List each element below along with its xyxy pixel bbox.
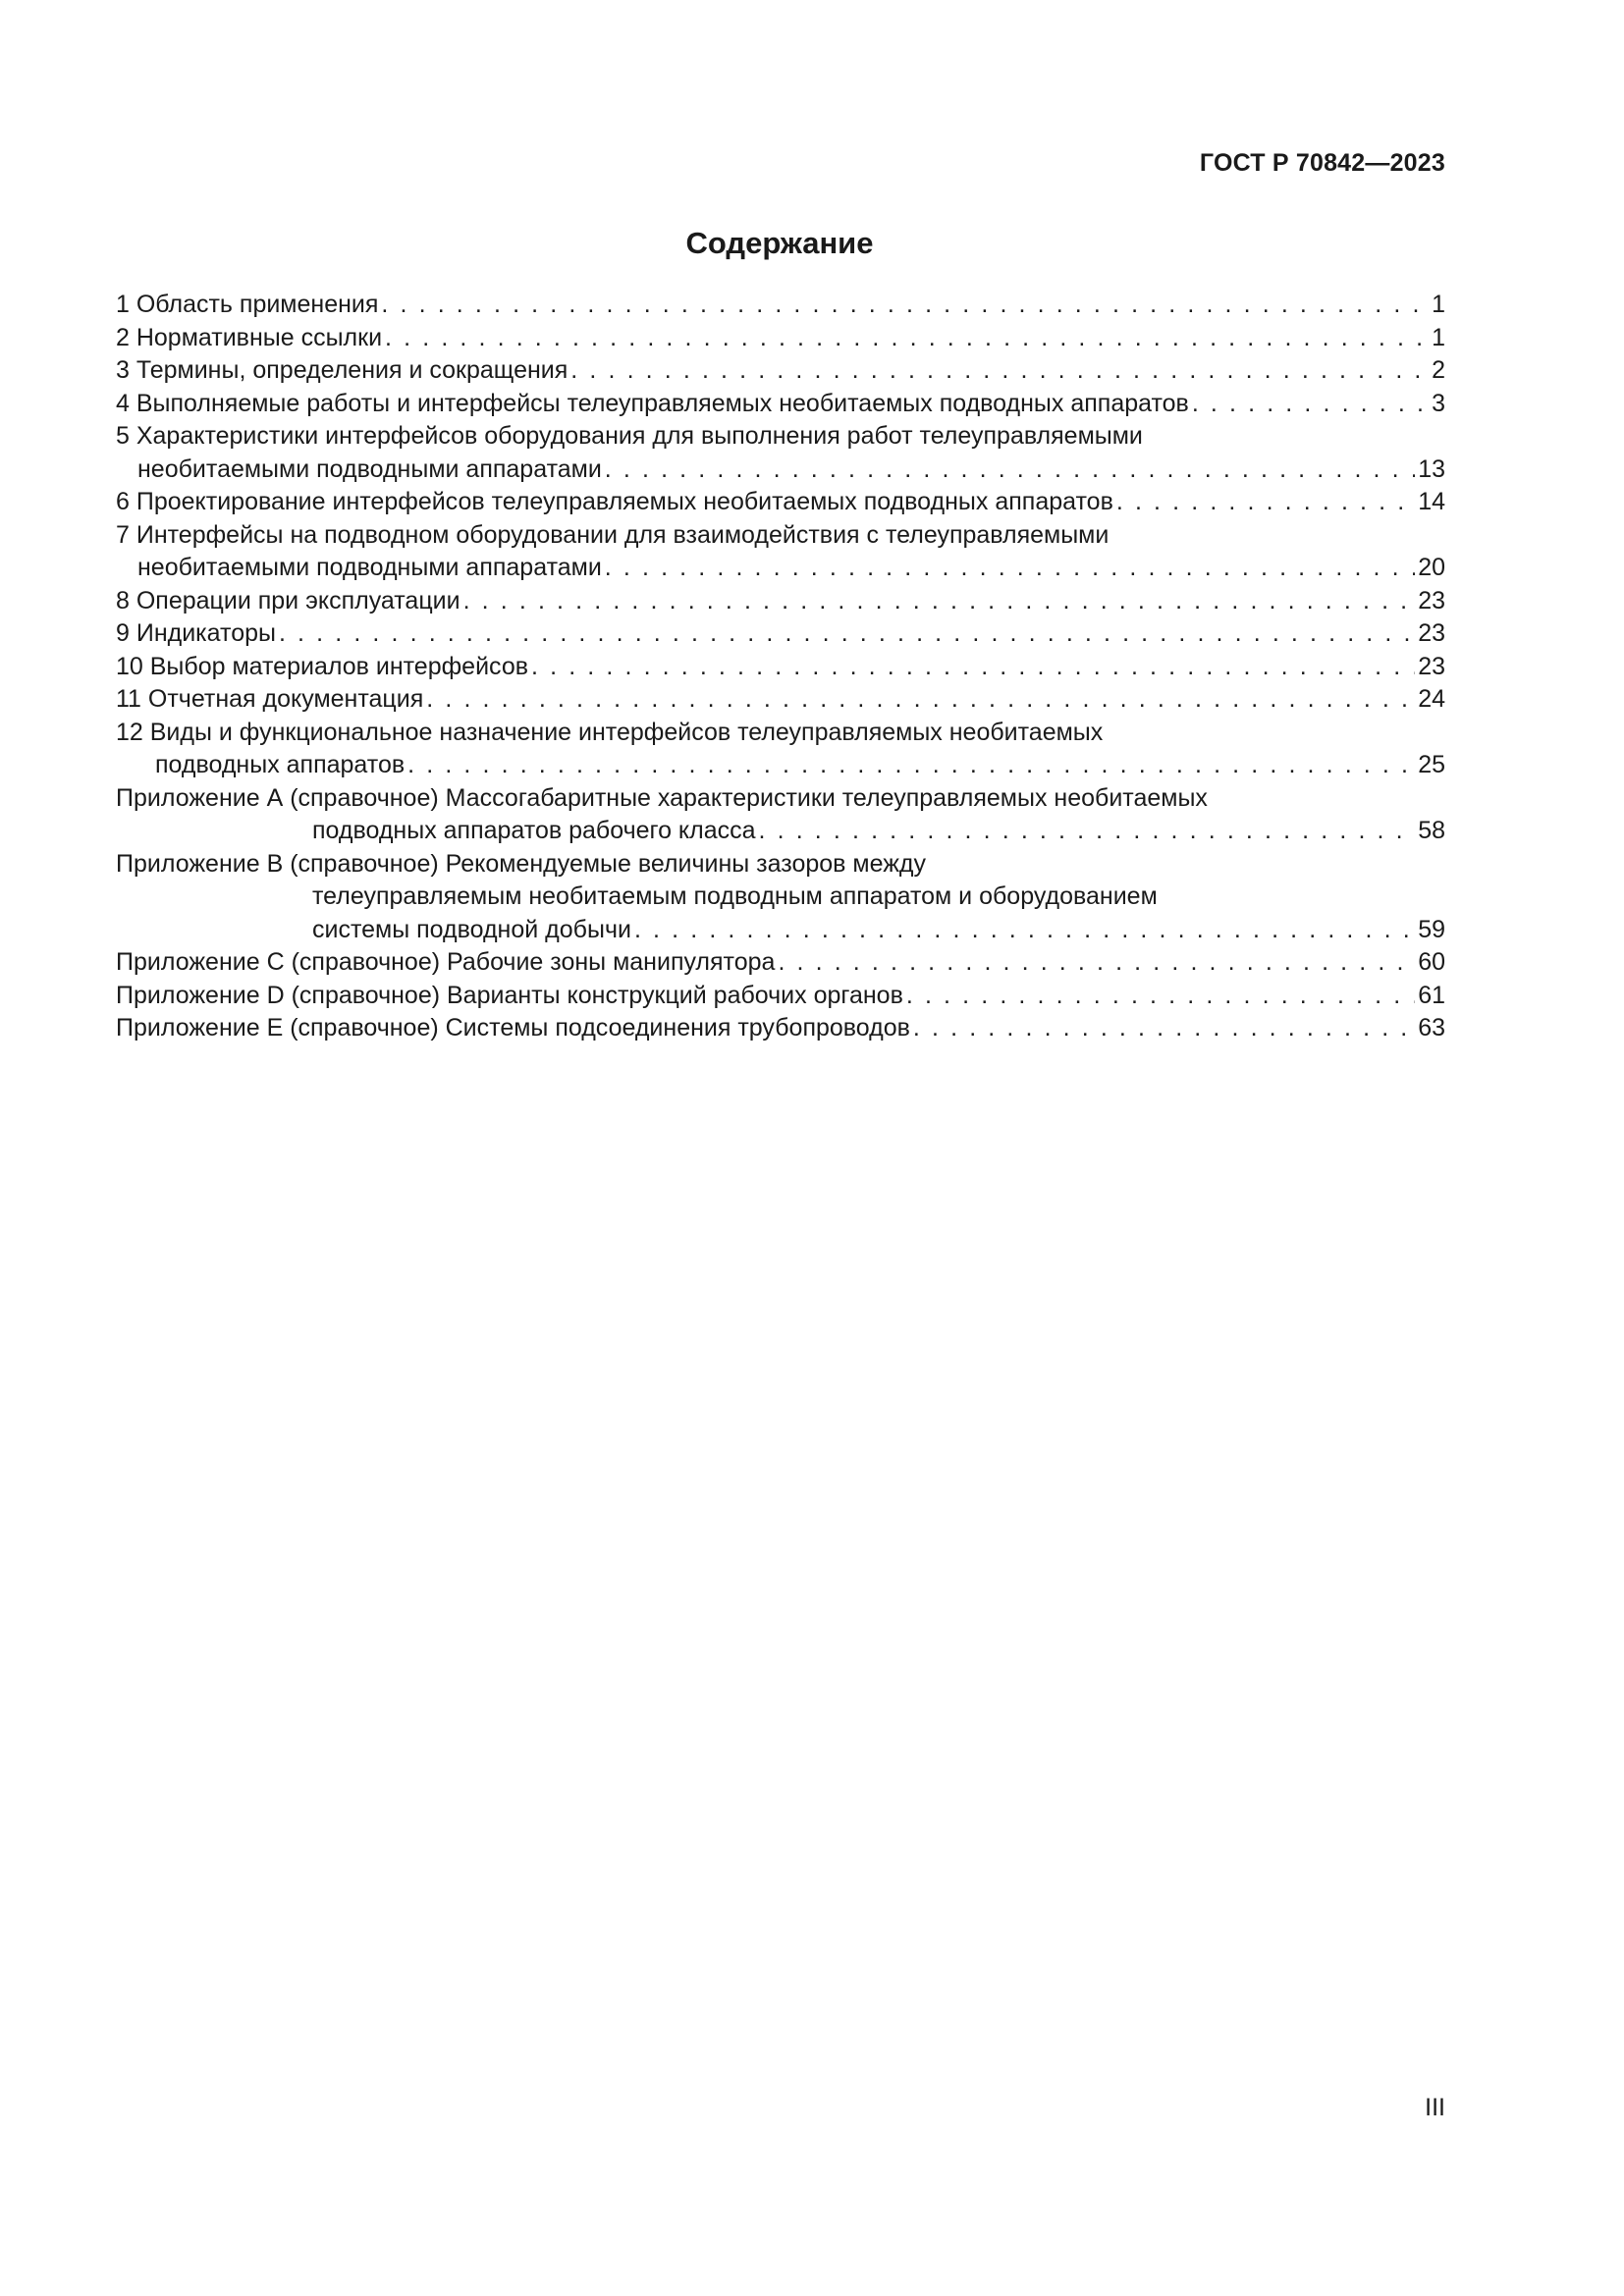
toc-entry-page: 61 — [1418, 981, 1445, 1009]
toc-entry[interactable] — [116, 519, 1445, 585]
toc-entry-page: 24 — [1418, 685, 1445, 713]
toc-entry-text: 3 Термины, определения и сокращения — [116, 356, 568, 384]
toc-leader-dots — [913, 1012, 1415, 1045]
toc-entry-continuation — [116, 749, 1445, 782]
toc-entry-text: 1 Область применения — [116, 291, 379, 318]
page-number: III — [1425, 2094, 1445, 2121]
toc-entry-text: 12 Виды и функциональное назначение интерфейсов телеуправляемых необитаемых — [116, 718, 1104, 746]
toc-entry[interactable] — [116, 980, 1445, 1013]
toc-entry-page: 13 — [1418, 454, 1445, 483]
toc-entry-text: подводных аппаратов рабочего класса — [312, 817, 756, 844]
toc-leader-dots — [531, 651, 1415, 684]
toc-entry[interactable] — [116, 388, 1445, 421]
toc-entry-text: необитаемыми подводными аппаратами — [137, 454, 602, 483]
toc-entry-text: системы подводной добычи — [312, 915, 631, 943]
toc-entry-text: 9 Индикаторы — [116, 619, 276, 647]
toc-leader-dots — [407, 749, 1415, 782]
toc-entry-page: 59 — [1418, 915, 1445, 943]
toc-entry-text: Приложение А (справочное) Массогабаритные характеристики телеуправляемых необитаемых — [116, 783, 1208, 812]
toc-entry-text: Приложение С (справочное) Рабочие зоны манипулятора — [116, 948, 776, 976]
toc-entry-page: 1 — [1432, 291, 1445, 318]
toc-entry-page: 58 — [1418, 817, 1445, 844]
toc-entry-page: 20 — [1418, 554, 1445, 581]
toc-leader-dots — [759, 815, 1416, 848]
toc-entry[interactable] — [116, 354, 1445, 388]
toc-entry-page: 14 — [1418, 488, 1445, 515]
toc-entry-continuation — [116, 552, 1445, 585]
toc-entry[interactable] — [116, 946, 1445, 980]
toc-leader-dots — [1192, 388, 1429, 421]
toc-entry-continuation — [116, 914, 1445, 947]
toc-entry-page: 2 — [1432, 356, 1445, 384]
toc-leader-dots — [906, 980, 1415, 1013]
toc-entry-text: 11 Отчетная документация — [116, 685, 424, 713]
toc-leader-dots — [279, 617, 1415, 651]
toc-entry-text: Приложение D (справочное) Варианты конструкций рабочих органов — [116, 981, 903, 1009]
toc-leader-dots — [381, 289, 1429, 322]
toc-entry-page: 63 — [1418, 1014, 1445, 1041]
toc-entry-page: 3 — [1432, 389, 1445, 417]
toc-entry[interactable] — [116, 486, 1445, 519]
toc-entry[interactable] — [116, 651, 1445, 684]
toc-entry-page: 25 — [1418, 751, 1445, 778]
toc-entry-continuation — [116, 454, 1445, 487]
toc-entry[interactable] — [116, 1012, 1445, 1045]
toc-entry-text: 10 Выбор материалов интерфейсов — [116, 652, 529, 680]
toc-entry-page: 1 — [1432, 323, 1445, 351]
toc-entry[interactable] — [116, 585, 1445, 618]
toc-entry-text: 5 Характеристики интерфейсов оборудования для выполнения работ телеуправляемыми — [116, 422, 1143, 450]
toc-entry[interactable] — [116, 683, 1445, 717]
toc-entry-page: 60 — [1418, 948, 1445, 976]
toc-entry-text: необитаемыми подводными аппаратами — [137, 554, 602, 581]
toc-entry[interactable] — [116, 782, 1445, 848]
toc-entry-page: 23 — [1418, 586, 1445, 614]
document-code: ГОСТ Р 70842—2023 — [1199, 149, 1445, 177]
toc-leader-dots — [385, 322, 1429, 355]
toc-entry[interactable] — [116, 322, 1445, 355]
toc-entry-page: 23 — [1418, 619, 1445, 647]
toc-leader-dots — [634, 914, 1415, 947]
toc-entry[interactable] — [116, 848, 1445, 947]
toc-entry-continuation — [116, 815, 1445, 848]
toc-entry-text: 2 Нормативные ссылки — [116, 323, 383, 351]
toc-leader-dots — [778, 946, 1415, 980]
toc-leader-dots — [463, 585, 1416, 618]
toc-entry-text: 6 Проектирование интерфейсов телеуправляемых необитаемых подводных аппаратов — [116, 488, 1113, 515]
toc-leader-dots — [1116, 486, 1415, 519]
toc-entry-continuation: телеуправляемым необитаемым подводным аппаратом и оборудованием — [312, 882, 1158, 910]
toc-entry-text: 8 Операции при эксплуатации — [116, 586, 460, 614]
toc-leader-dots — [426, 683, 1415, 717]
toc-entry[interactable] — [116, 617, 1445, 651]
toc-leader-dots — [605, 454, 1415, 487]
table-of-contents — [116, 289, 1445, 1045]
toc-entry[interactable] — [116, 420, 1445, 486]
toc-entry-text: 7 Интерфейсы на подводном оборудовании для взаимодействия с телеуправляемыми — [116, 520, 1110, 549]
toc-entry[interactable] — [116, 717, 1445, 782]
toc-leader-dots — [570, 354, 1429, 388]
toc-entry-text: подводных аппаратов — [155, 751, 406, 778]
toc-entry-text: 4 Выполняемые работы и интерфейсы телеуправляемых необитаемых подводных аппаратов — [116, 389, 1189, 417]
toc-leader-dots — [605, 552, 1415, 585]
toc-title: Содержание — [685, 226, 874, 260]
toc-entry-text: Приложение Е (справочное) Системы подсоединения трубопроводов — [116, 1014, 910, 1041]
toc-entry-page: 23 — [1418, 652, 1445, 680]
toc-entry[interactable] — [116, 289, 1445, 322]
toc-entry-text: Приложение В (справочное) Рекомендуемые величины зазоров между — [116, 849, 927, 878]
